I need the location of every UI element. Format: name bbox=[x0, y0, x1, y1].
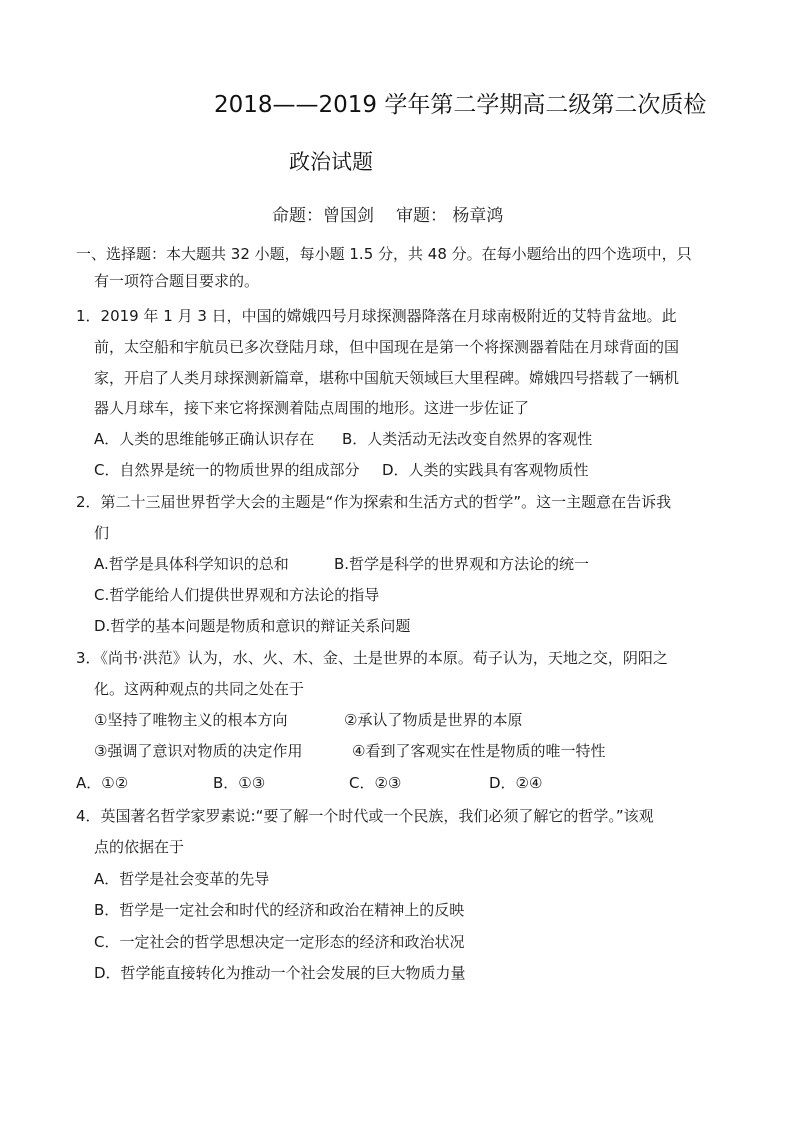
question-3-item-1: ①坚持了唯物主义的根本方向 bbox=[94, 711, 288, 729]
question-1-option-b: B．人类活动无法改变自然界的客观性 bbox=[342, 430, 593, 448]
question-3-option-d: D．②④ bbox=[489, 774, 543, 792]
question-1-option-c: C．自然界是统一的物质世界的组成部分 bbox=[94, 461, 360, 479]
question-1-line1: 1．2019 年 1 月 3 日，中国的嫦娥四号月球探测器降落在月球南极附近的艾特肯盆地。此 bbox=[76, 307, 677, 325]
setter-label: 命题：曾国剑 bbox=[272, 206, 374, 226]
exam-subtitle: 政治试题 bbox=[289, 150, 373, 174]
question-2-line1: 2．第二十三届世界哲学大会的主题是“作为探索和生活方式的哲学”。这一主题意在告诉我 bbox=[76, 493, 672, 511]
question-1-line4: 器人月球车，接下来它将探测着陆点周围的地形。这进一步佐证了 bbox=[94, 399, 530, 417]
question-2-option-c: C.哲学能给人们提供世界观和方法论的指导 bbox=[94, 586, 380, 604]
question-3-option-b: B．①③ bbox=[213, 774, 266, 792]
question-2-option-b: B.哲学是科学的世界观和方法论的统一 bbox=[334, 555, 590, 573]
question-3-item-3: ③强调了意识对物质的决定作用 bbox=[94, 742, 303, 760]
question-2-line2: 们 bbox=[94, 524, 110, 542]
question-4-option-b: B．哲学是一定社会和时代的经济和政治在精神上的反映 bbox=[94, 901, 465, 919]
question-3-items-34 bbox=[94, 741, 714, 761]
question-1-option-d: D．人类的实践具有客观物质性 bbox=[382, 461, 589, 479]
question-1-line3: 家，开启了人类月球探测新篇章，堪称中国航天领域巨大里程碑。嫦娥四号搭载了一辆机 bbox=[94, 369, 680, 387]
question-4-option-d: D．哲学能直接转化为推动一个社会发展的巨大物质力量 bbox=[94, 964, 466, 982]
question-2-option-a: A.哲学是具体科学知识的总和 bbox=[94, 555, 289, 573]
question-3-option-a: A．①② bbox=[76, 774, 129, 792]
question-1-line2: 前，太空船和宇航员已多次登陆月球，但中国现在是第一个将探测器着陆在月球背面的国 bbox=[94, 338, 680, 356]
question-2-options-ab bbox=[94, 554, 714, 574]
question-3-option-c: C．②③ bbox=[349, 774, 402, 792]
question-4-option-c: C．一定社会的哲学思想决定一定形态的经济和政治状况 bbox=[94, 933, 465, 951]
question-2-option-d: D.哲学的基本问题是物质和意识的辩证关系问题 bbox=[94, 617, 411, 635]
question-3-line2: 化。这两种观点的共同之处在于 bbox=[94, 680, 305, 698]
question-3-line1: 3．《尚书·洪范》认为，水、火、木、金、土是世界的本原。荀子认为，天地之交，阴阳之 bbox=[76, 649, 668, 667]
section-instructions-line2: 有一项符合题目要求的。 bbox=[94, 272, 260, 290]
question-4-line2: 点的依据在于 bbox=[94, 838, 185, 856]
exam-authors bbox=[272, 201, 503, 226]
section-instructions-line1: 一、选择题：本大题共 32 小题，每小题 1.5 分，共 48 分。在每小题给出的四个选项中，只 bbox=[76, 245, 692, 263]
question-1-option-a: A．人类的思维能够正确认识存在 bbox=[94, 430, 315, 448]
question-4-option-a: A．哲学是社会变革的先导 bbox=[94, 870, 270, 888]
question-1-options-cd bbox=[94, 460, 714, 480]
reviewer-label: 审题： 杨章鸿 bbox=[396, 206, 504, 226]
exam-title: 2018——2019 学年第二学期高二级第二次质检 bbox=[214, 92, 707, 118]
question-3-item-2: ②承认了物质是世界的本原 bbox=[344, 711, 523, 729]
question-4-line1: 4．英国著名哲学家罗素说:“要了解一个时代或一个民族，我们必须了解它的哲学。”该观 bbox=[76, 807, 654, 825]
question-3-item-4: ④看到了客观实在性是物质的唯一特性 bbox=[352, 742, 606, 760]
question-1-options-ab bbox=[94, 429, 714, 449]
question-3-items-12 bbox=[94, 710, 714, 730]
question-3-options bbox=[76, 773, 716, 793]
